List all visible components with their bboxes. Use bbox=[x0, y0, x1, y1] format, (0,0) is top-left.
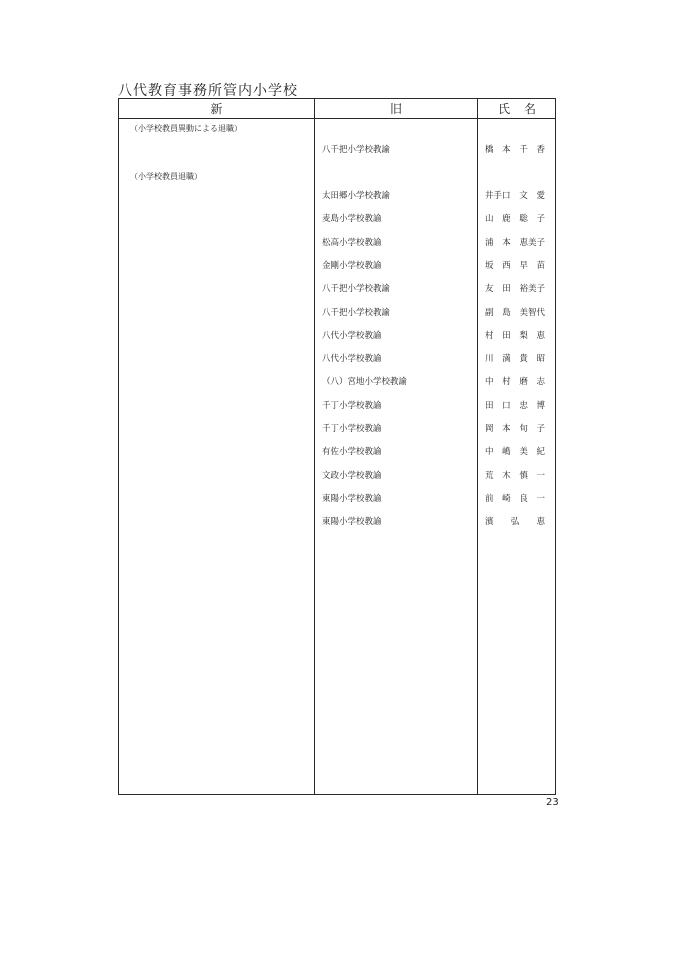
name-part: 忠 bbox=[519, 400, 528, 411]
person-name bbox=[485, 306, 545, 318]
name-part: 聡 bbox=[519, 214, 528, 225]
previous-position: 八千把小学校教諭 bbox=[322, 145, 391, 155]
name-part: 村 bbox=[485, 330, 494, 341]
name-part: 梨 bbox=[519, 330, 528, 341]
name-part: 坂 bbox=[485, 260, 494, 271]
name-part: 鹿 bbox=[502, 214, 511, 225]
name-part: 岡 bbox=[485, 424, 494, 434]
previous-position: 八千把小学校教諭 bbox=[322, 284, 391, 295]
previous-position: 八代小学校教諭 bbox=[322, 354, 382, 365]
column-divider bbox=[314, 99, 315, 794]
person-name bbox=[485, 422, 545, 434]
previous-position: 松高小学校教諭 bbox=[322, 237, 382, 248]
name-part: 恵 bbox=[536, 517, 545, 528]
name-part: 西 bbox=[502, 260, 511, 271]
previous-position: 文政小学校教諭 bbox=[322, 470, 382, 481]
person-name bbox=[485, 329, 545, 341]
name-part: 磨 bbox=[519, 377, 528, 388]
person-name bbox=[485, 375, 545, 387]
name-part: 苗 bbox=[536, 260, 545, 271]
name-part: 田 bbox=[502, 330, 511, 341]
name-part: 満 bbox=[502, 354, 511, 365]
name-part: 恵 bbox=[536, 330, 545, 341]
name-part: 恵美子 bbox=[519, 237, 545, 248]
name-part: 弘 bbox=[510, 517, 520, 528]
section-label: （小学校教員異動による退職） bbox=[130, 124, 242, 133]
name-part: 千 bbox=[519, 145, 528, 155]
name-part: 友 bbox=[485, 284, 494, 295]
previous-position: 金剛小学校教諭 bbox=[322, 260, 382, 271]
header-new: 新 bbox=[210, 102, 223, 116]
person-name bbox=[485, 212, 545, 224]
name-part: 崎 bbox=[502, 493, 511, 504]
header-divider bbox=[119, 118, 555, 119]
name-part: 良 bbox=[519, 493, 528, 504]
name-part: 嶋 bbox=[502, 447, 511, 458]
name-part: 前 bbox=[485, 493, 494, 504]
name-part: 貴 bbox=[519, 354, 528, 365]
name-part: 文 bbox=[519, 191, 528, 201]
person-name bbox=[485, 492, 545, 504]
name-part: 一 bbox=[536, 470, 545, 481]
name-part: 美 bbox=[519, 447, 528, 458]
name-part: 田 bbox=[485, 400, 494, 411]
name-part: 子 bbox=[536, 214, 545, 225]
name-part: 島 bbox=[502, 307, 511, 318]
name-part: 旬 bbox=[519, 424, 528, 434]
person-name bbox=[485, 469, 545, 481]
previous-position: 千丁小学校教諭 bbox=[322, 424, 382, 434]
header-name: 氏名 bbox=[497, 102, 550, 116]
name-part: 浦 bbox=[485, 237, 494, 248]
name-part: 早 bbox=[519, 260, 528, 271]
name-part: 本 bbox=[502, 145, 511, 155]
name-part: 田 bbox=[502, 284, 511, 295]
name-part: 裕美子 bbox=[519, 284, 545, 295]
header-old: 旧 bbox=[389, 102, 402, 116]
name-part: 口 bbox=[502, 400, 511, 411]
name-part: 紀 bbox=[536, 447, 545, 458]
name-part: 子 bbox=[536, 424, 545, 434]
previous-position: 太田郷小学校教諭 bbox=[322, 191, 391, 201]
name-part: 美智代 bbox=[519, 307, 545, 318]
name-part: 橋 bbox=[485, 145, 494, 155]
person-name bbox=[485, 352, 545, 364]
name-part: 濱 bbox=[485, 517, 494, 528]
personnel-table bbox=[118, 98, 556, 795]
name-part: 本 bbox=[502, 424, 511, 434]
person-name bbox=[485, 399, 545, 411]
person-name bbox=[485, 143, 545, 155]
name-part: 木 bbox=[502, 470, 511, 481]
previous-position: 麦島小学校教諭 bbox=[322, 214, 382, 225]
name-part: 中 bbox=[485, 377, 494, 388]
name-part: 香 bbox=[536, 145, 545, 155]
name-part: 山 bbox=[485, 214, 494, 225]
name-part: 荒 bbox=[485, 470, 494, 481]
previous-position: 東陽小学校教諭 bbox=[322, 493, 382, 504]
page-title: 八代教育事務所管内小学校 bbox=[118, 83, 298, 99]
name-part: 川 bbox=[485, 354, 494, 365]
previous-position: 千丁小学校教諭 bbox=[322, 400, 382, 411]
name-part: 昭 bbox=[536, 354, 545, 365]
person-name bbox=[485, 515, 545, 527]
person-name bbox=[485, 445, 545, 457]
person-name bbox=[485, 236, 545, 248]
name-part: 副 bbox=[485, 307, 494, 318]
name-part: 愛 bbox=[536, 191, 545, 201]
name-part: 博 bbox=[536, 400, 545, 411]
name-part: 村 bbox=[502, 377, 511, 388]
section-label: （小学校教員退職） bbox=[130, 172, 202, 181]
column-divider bbox=[477, 99, 478, 794]
previous-position: （八）宮地小学校教諭 bbox=[322, 377, 408, 388]
name-part: 慎 bbox=[519, 470, 528, 481]
person-name bbox=[485, 282, 545, 294]
person-name bbox=[485, 259, 545, 271]
previous-position: 有佐小学校教諭 bbox=[322, 447, 382, 458]
previous-position: 東陽小学校教諭 bbox=[322, 517, 382, 528]
name-part: 一 bbox=[536, 493, 545, 504]
name-part: 中 bbox=[485, 447, 494, 458]
name-part: 本 bbox=[502, 237, 511, 248]
page-number: 23 bbox=[546, 797, 559, 808]
previous-position: 八千把小学校教諭 bbox=[322, 307, 391, 318]
person-name bbox=[485, 189, 545, 201]
name-part: 志 bbox=[536, 377, 545, 388]
previous-position: 八代小学校教諭 bbox=[322, 330, 382, 341]
name-part: 井手口 bbox=[485, 191, 511, 201]
